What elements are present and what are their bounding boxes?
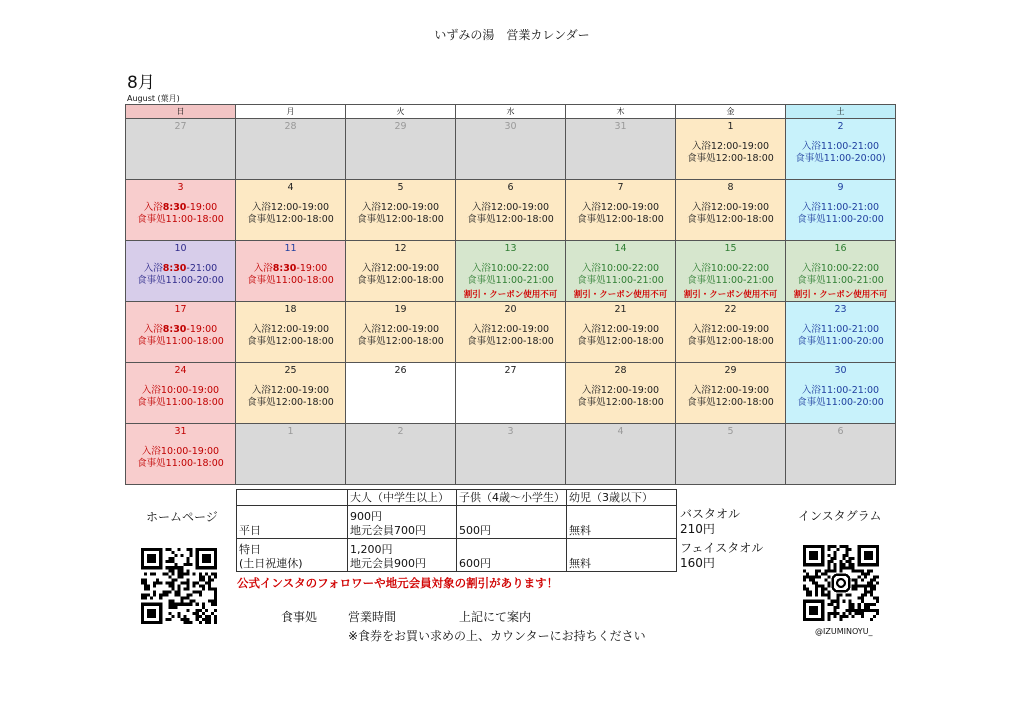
calendar-day-cell [566,241,676,302]
bath-hours: 入浴12:00-19:00 [581,385,660,396]
weekday-child-price: 500円 [457,506,567,539]
bath-hours: 入浴12:00-19:00 [691,202,770,213]
calendar-day-cell [676,241,786,302]
calendar-day-cell [126,180,236,241]
bath-hours: 入浴10:00-22:00 [691,263,770,274]
holiday-infant-price: 無料 [567,539,677,572]
calendar-day-cell [346,180,456,241]
no-discount-note: 割引・クーポン使用不可 [463,290,558,300]
dining-hours: 食事処11:00-18:00 [137,397,224,408]
day-number: 16 [834,243,847,254]
bath-hours: 入浴12:00-19:00 [251,324,330,335]
calendar-day-cell [126,119,236,180]
bath-hours-suffix: -19:00 [186,202,218,213]
dining-hours: 食事処11:00-21:00 [687,275,774,286]
calendar-week-row [126,119,896,180]
bath-hours [126,202,235,214]
towel-prices [680,507,763,571]
early-open-time: 8:30 [162,202,187,213]
calendar-day-cell [456,302,566,363]
weekday-adult-price [348,506,457,539]
early-open-time: 8:30 [272,263,297,274]
weekday-header: 月 [236,105,346,119]
dining-hours: 食事処11:00-20:00 [797,336,884,347]
dining-hours: 食事処12:00-18:00 [687,153,774,164]
day-number: 31 [174,426,187,437]
calendar-day-cell [456,241,566,302]
local-member-price: 地元会員700円 [350,524,426,537]
dining-hours: 食事処11:00-20:00 [797,214,884,225]
day-number: 24 [174,365,187,376]
holiday-label-main: 特日 [239,543,261,556]
holiday-label [237,539,348,572]
no-discount-note: 割引・クーポン使用不可 [683,290,778,300]
dining-hours: 食事処12:00-18:00 [247,397,334,408]
calendar-day-cell [456,119,566,180]
day-number: 5 [397,182,404,193]
price-header-row [237,490,677,506]
calendar-day-cell [236,241,346,302]
dining-hours: 食事処12:00-18:00 [687,336,774,347]
calendar-day-cell [126,302,236,363]
bath-hours: 入浴10:00-22:00 [581,263,660,274]
dining-hours: 食事処11:00-20:00 [797,397,884,408]
price-table [236,489,677,572]
calendar-day-cell [126,363,236,424]
calendar-day-cell [346,363,456,424]
food-hours-label: 営業時間 [348,610,397,624]
day-number: 11 [284,243,297,254]
day-number: 29 [724,365,737,376]
calendar-day-cell [126,424,236,485]
calendar-day-cell [346,302,456,363]
price-row-holiday [237,539,677,572]
price-header-child: 子供（4歳〜小学生） [457,490,567,506]
day-number: 5 [727,426,734,437]
bath-hours: 入浴10:00-19:00 [141,385,220,396]
calendar-day-cell [566,180,676,241]
food-hours-value: 上記にて案内 [459,610,532,624]
dining-hours: 食事処12:00-18:00 [577,336,664,347]
dining-hours: 食事処12:00-18:00 [467,214,554,225]
bath-hours: 入浴12:00-19:00 [361,263,440,274]
day-number: 2 [397,426,404,437]
day-number: 1 [287,426,294,437]
early-open-time: 8:30 [162,263,187,274]
face-towel-price: 160円 [680,556,715,570]
dining-hours: 食事処11:00-18:00 [247,275,334,286]
bath-hours: 入浴12:00-19:00 [251,202,330,213]
dining-hours: 食事処12:00-18:00 [357,214,444,225]
dining-hours: 食事処12:00-18:00 [577,214,664,225]
day-number: 18 [284,304,297,315]
page-title: いずみの湯 営業カレンダー [434,28,590,42]
weekday-label: 平日 [237,506,348,539]
day-number: 23 [834,304,847,315]
day-number: 6 [507,182,514,193]
dining-hours: 食事処11:00-18:00 [137,214,224,225]
calendar-day-cell [346,119,456,180]
day-number: 8 [727,182,734,193]
bath-hours: 入浴12:00-19:00 [471,324,550,335]
calendar-body [126,119,896,485]
day-number: 27 [504,365,517,376]
calendar-day-cell [786,424,896,485]
calendar-week-row [126,180,896,241]
day-number: 19 [394,304,407,315]
calendar-table [125,104,896,485]
bath-hours: 入浴12:00-19:00 [581,202,660,213]
bath-hours: 入浴12:00-19:00 [691,385,770,396]
calendar-day-cell [786,119,896,180]
price-corner-cell [237,490,348,506]
calendar-day-cell [346,424,456,485]
bath-hours: 入浴12:00-19:00 [471,202,550,213]
weekday-header: 金 [676,105,786,119]
bath-hours-prefix: 入浴 [143,263,163,274]
bath-hours: 入浴12:00-19:00 [691,324,770,335]
day-number: 4 [287,182,294,193]
dining-hours: 食事処12:00-18:00 [467,336,554,347]
dining-hours: 食事処11:00-20:00 [137,275,224,286]
bath-hours-prefix: 入浴 [253,263,273,274]
bath-hours: 入浴11:00-21:00 [801,385,880,396]
weekday-header: 日 [126,105,236,119]
instagram-qr-code[interactable] [803,545,879,621]
day-number: 27 [174,121,187,132]
calendar-day-cell [236,119,346,180]
day-number: 31 [614,121,627,132]
day-number: 28 [284,121,297,132]
calendar-day-cell [676,424,786,485]
calendar-day-cell [786,363,896,424]
bath-hours: 入浴12:00-19:00 [361,324,440,335]
dining-hours: 食事処11:00-21:00 [797,275,884,286]
early-open-time: 8:30 [162,324,187,335]
calendar-day-cell [566,424,676,485]
calendar-day-cell [126,241,236,302]
calendar-day-cell [566,119,676,180]
bath-towel-label: バスタオル [680,507,741,521]
instagram-handle: @IZUMINOYU_ [815,627,873,636]
day-number: 9 [837,182,844,193]
calendar-day-cell [236,363,346,424]
dining-hours: 食事処11:00-18:00 [137,336,224,347]
day-number: 12 [394,243,407,254]
day-number: 3 [507,426,514,437]
adult-price: 1,200円 [350,543,393,556]
calendar-day-cell [786,302,896,363]
calendar-day-cell [236,302,346,363]
dining-hours: 食事処12:00-18:00 [687,397,774,408]
dining-hours: 食事処11:00-20:00) [795,153,886,164]
dining-hours: 食事処11:00-18:00 [137,458,224,469]
day-number: 1 [727,121,734,132]
calendar-day-cell [786,241,896,302]
calendar-day-cell [456,424,566,485]
dining-hours: 食事処12:00-18:00 [577,397,664,408]
calendar-day-cell [346,241,456,302]
calendar-day-cell [676,363,786,424]
month-title: 8月 [127,73,155,93]
day-number: 30 [834,365,847,376]
calendar-day-cell [566,302,676,363]
food-label: 食事処 [281,610,318,624]
no-discount-note: 割引・クーポン使用不可 [793,290,888,300]
price-header-infant: 幼児（3歳以下） [567,490,677,506]
bath-hours: 入浴12:00-19:00 [251,385,330,396]
adult-price: 900円 [350,510,382,523]
bath-hours: 入浴12:00-19:00 [691,141,770,152]
calendar-day-cell [676,302,786,363]
day-number: 28 [614,365,627,376]
bath-hours: 入浴10:00-19:00 [141,446,220,457]
calendar-day-cell [456,180,566,241]
face-towel-label: フェイスタオル [680,541,764,555]
dining-hours: 食事処12:00-18:00 [357,275,444,286]
weekday-header-row [126,105,896,119]
calendar-day-cell [566,363,676,424]
weekday-header: 水 [456,105,566,119]
day-number: 10 [174,243,187,254]
day-number: 25 [284,365,297,376]
calendar-week-row [126,424,896,485]
calendar-day-cell [676,180,786,241]
calendar-day-cell [676,119,786,180]
weekday-header: 土 [786,105,896,119]
day-number: 29 [394,121,407,132]
weekday-infant-price: 無料 [567,506,677,539]
calendar-week-row [126,241,896,302]
day-number: 7 [617,182,624,193]
bath-hours-suffix: -21:00 [186,263,218,274]
day-number: 21 [614,304,627,315]
bath-hours: 入浴10:00-22:00 [471,263,550,274]
calendar-day-cell [236,180,346,241]
bath-hours [236,263,345,275]
bath-hours [126,324,235,336]
bath-hours-prefix: 入浴 [143,324,163,335]
day-number: 6 [837,426,844,437]
bath-towel-price: 210円 [680,522,715,536]
day-number: 15 [724,243,737,254]
bath-hours: 入浴12:00-19:00 [581,324,660,335]
calendar-day-cell [786,180,896,241]
day-number: 13 [504,243,517,254]
bath-hours-prefix: 入浴 [143,202,163,213]
bath-hours: 入浴11:00-21:00 [801,202,880,213]
day-number: 22 [724,304,737,315]
bath-hours: 入浴11:00-21:00 [801,141,880,152]
no-discount-note: 割引・クーポン使用不可 [573,290,668,300]
holiday-child-price: 600円 [457,539,567,572]
price-header-adult: 大人（中学生以上） [348,490,457,506]
bath-hours: 入浴12:00-19:00 [361,202,440,213]
bath-hours: 入浴10:00-22:00 [801,263,880,274]
price-row-weekday [237,506,677,539]
day-number: 2 [837,121,844,132]
day-number: 3 [177,182,184,193]
bath-hours: 入浴11:00-21:00 [801,324,880,335]
day-number: 30 [504,121,517,132]
dining-hours: 食事処12:00-18:00 [247,214,334,225]
weekday-header: 火 [346,105,456,119]
holiday-adult-price [348,539,457,572]
weekday-header: 木 [566,105,676,119]
discount-banner: 公式インスタのフォロワーや地元会員対象の割引があります！ [237,576,559,590]
bath-hours-suffix: -19:00 [296,263,328,274]
dining-hours: 食事処11:00-21:00 [577,275,664,286]
instagram-label: インスタグラム [798,509,882,523]
day-number: 20 [504,304,517,315]
holiday-label-sub: (土日祝連休) [239,557,303,570]
dining-hours: 食事処12:00-18:00 [687,214,774,225]
calendar-day-cell [236,424,346,485]
calendar-week-row [126,363,896,424]
food-ticket-note: ※食券をお買い求めの上、カウンターにお持ちください [348,629,646,643]
bath-hours [126,263,235,275]
dining-hours: 食事処12:00-18:00 [247,336,334,347]
month-subtitle: August (葉月) [127,94,180,103]
homepage-label: ホームページ [146,510,218,524]
local-member-price: 地元会員900円 [350,557,426,570]
dining-hours: 食事処12:00-18:00 [357,336,444,347]
bath-hours-suffix: -19:00 [186,324,218,335]
day-number: 14 [614,243,627,254]
dining-hours: 食事処11:00-21:00 [467,275,554,286]
homepage-qr-code[interactable] [141,548,217,624]
day-number: 4 [617,426,624,437]
day-number: 17 [174,304,187,315]
day-number: 26 [394,365,407,376]
calendar-day-cell [456,363,566,424]
calendar-week-row [126,302,896,363]
